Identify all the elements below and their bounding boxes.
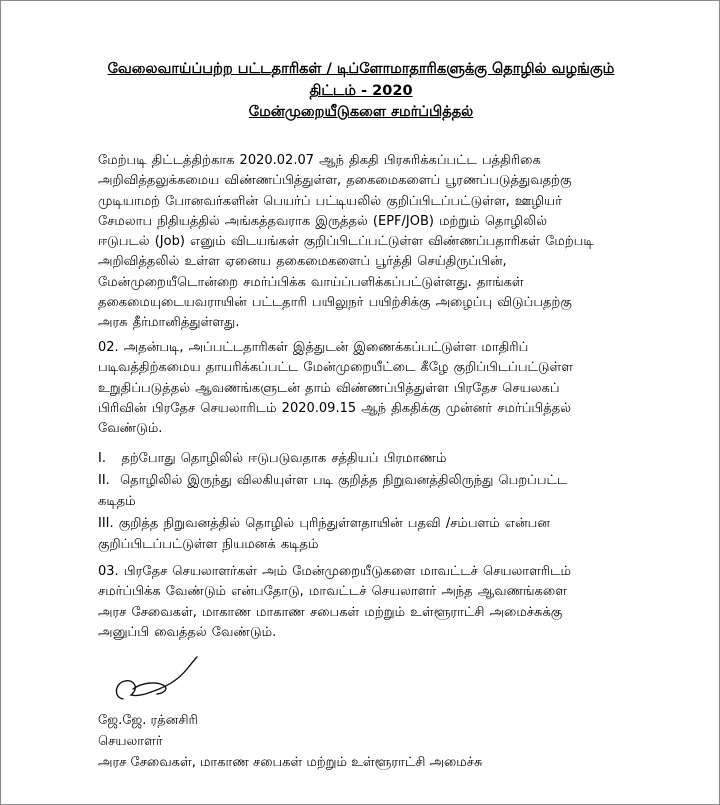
paragraph-line: அறிவித்தலில் உள்ள ஏனைய தகைமைகளைப் பூர்த்தி செய்திருப்பின், [98, 254, 507, 270]
paragraph-line: அரசு தீர்மானித்துள்ளது. [98, 315, 240, 331]
paragraph-line: ஈடுபடல் (Job) எனும் விடயங்கள் குறிப்பிடப்பட்டுள்ள விண்ணப்பதாரிகள் மேற்படி [98, 234, 594, 250]
paragraph-line: சமர்ப்பிக்க வேண்டும் என்பதோடு, மாவட்டச் செயலாளர் அந்த ஆவணங்களை [98, 584, 567, 600]
list-item: I. தற்போது தொழிலில் ஈடுபடுவதாக சத்தியப் பிரமாணம் [98, 451, 447, 466]
paragraph-line: பிரிவின் பிரதேச செயலாரிடம் 2020.09.15 ஆந் திகதிக்கு முன்னர் சமர்ப்பித்தல் [98, 400, 571, 416]
signatory-name: ஜே.ஜே. ரத்னசிரி [98, 713, 198, 728]
list-item: II. தொழிலில் இருந்து விலகியுள்ள படி குறித்த நிறுவனத்திலிருந்து பெறப்பட்ட [98, 472, 568, 488]
paragraph-line: அரச சேவைகள், மாகாண மாகாண சபைகள் மற்றும் உள்ளூராட்சி அமைச்சுக்கு [98, 604, 563, 620]
paragraph-line: சேமலாப நிதியத்தில் அங்கத்தவராக இருத்தல் (EPF/JOB) மற்றும் தொழிலில் [98, 213, 548, 229]
paragraph-line: அறிவித்தலுக்கமைய விண்ணப்பித்துள்ள, தகைமைகளைப் பூரணப்படுத்துவதற்கு [98, 173, 572, 189]
handwritten-signature [109, 653, 199, 708]
paragraph-line: உறுதிப்படுத்தல் ஆவணங்களுடன் தாம் விண்ணப்பித்துள்ள பிரதேச செயலகப் [98, 380, 560, 396]
paragraph-line: படிவத்திற்கமைய தாயரிக்கப்பட்ட மேன்முறையீட்டை கீழே குறிப்பிடப்பட்டுள்ள [98, 360, 573, 376]
ministry-name: அரச சேவைகள், மாகாண சபைகள் மற்றும் உள்ளூராட்சி அமைச்சு [98, 755, 483, 770]
requirements-list [98, 448, 638, 556]
document-heading-line3: மேன்முறையீடுகளை சமர்ப்பித்தல் [248, 104, 474, 120]
paragraph-line: மேற்படி திட்டத்திற்காக 2020.02.07 ஆந் திகதி பிரசுரிக்கப்பட்ட பத்திரிகை [98, 153, 541, 168]
paragraph-line: அனுப்பி வைத்தல் வேண்டும். [98, 624, 277, 640]
document-heading-line2: திட்டம் - 2020 [309, 83, 413, 99]
paragraph-2 [98, 338, 638, 439]
paragraph-line: 02. அதன்படி, அப்பட்டதாரிகள் இத்துடன் இணைக்கப்பட்டுள்ள மாதிரிப் [98, 340, 529, 355]
paragraph-line: 03. பிரதேச செயலாளர்கள் அம் மேன்முறையீடுகளை மாவட்டச் செயலாளரிடம் [98, 564, 571, 579]
paragraph-1 [98, 151, 638, 334]
list-item: III. குறித்த நிறுவனத்தில் தொழில் புரிந்துள்ளதாயின் பதவி /சம்பளம் என்பன [98, 515, 550, 531]
list-item-continuation: குறிப்பிடப்பட்டுள்ள நியமனக் கடிதம் [98, 537, 319, 552]
paragraph-line: தகைமையுடையவராயின் பட்டதாரி பயிலுநர் பயிற்சிக்கு அழைப்பு விடுப்பதற்கு [98, 295, 572, 311]
paragraph-line: மேன்முறையீடொன்றை சமர்ப்பிக்க வாய்ப்பளிக்கப்பட்டுள்ளது. தாங்கள் [98, 274, 524, 290]
document-heading-line1: வேலைவாய்ப்பற்ற பட்டதாரிகள் / டிப்ளோமாதாரிகளுக்கு தொழில் வழங்கும் [107, 61, 615, 77]
signatory-title: செயலாளர் [98, 734, 163, 749]
paragraph-line: வேண்டும். [98, 421, 163, 437]
paragraph-line: முடியாமற் போனவர்களின் பெயர்ப் பட்டியலில் குறிப்பிடப்பட்டுள்ள, ஊழியர் [98, 193, 562, 209]
paragraph-3 [98, 562, 638, 643]
list-item-continuation: கடிதம் [98, 494, 136, 509]
